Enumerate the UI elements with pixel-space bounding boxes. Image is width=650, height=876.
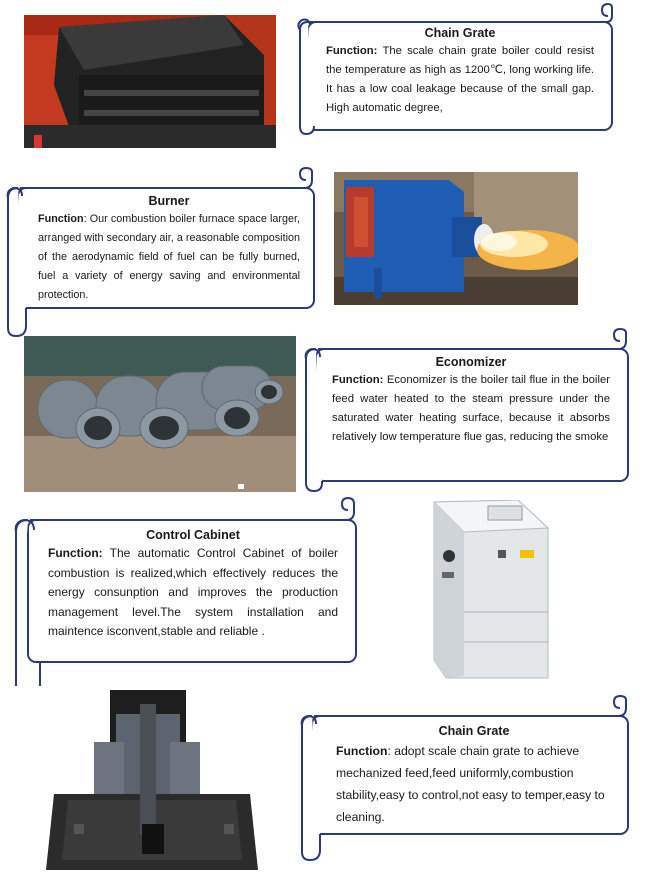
scroll-card-chain-grate-2 (296, 694, 634, 864)
card-description: : adopt scale chain grate to achieve mechanized feed,feed uniformly,combustion stability,easy to control,not easy to temper,easy to cleaning. (336, 744, 605, 824)
card-title: Chain Grate (424, 26, 496, 40)
function-label: Function (38, 213, 84, 225)
function-label: Function (336, 744, 388, 758)
card-description: The scale chain grate boiler could resist the temperature as high as 1200℃, long working life. It has a low coal leakage because of the small gap. High automatic degree, (326, 45, 594, 114)
card-description: Economizer is the boiler tail flue in the boiler feed water heated to the steam pressure under the saturated water heating surface, because it absorbs relatively low temperature flue gas, reducing the smoke (332, 374, 610, 443)
chain-grate-machine-photo (44, 684, 260, 870)
function-label: Function: (326, 45, 378, 57)
function-label: Function: (332, 374, 384, 386)
burner-photo (334, 172, 578, 305)
control-cabinet-photo (428, 500, 554, 680)
card-title: Burner (148, 194, 190, 208)
card-title: Control Cabinet (146, 528, 240, 542)
scroll-card-burner (4, 166, 320, 338)
card-title: Chain Grate (438, 724, 510, 738)
card-title: Economizer (435, 355, 507, 369)
scroll-card-control-cabinet (10, 496, 362, 690)
card-description: The automatic Control Cabinet of boiler combustion is realized,which effectively reduces the energy consunption and improves the production management level.The system installation and maintence isconvent,stable and reliable . (48, 546, 338, 638)
card-description: : Our combustion boiler furnace space larger, arranged with secondary air, a reasonable composition of the aerodynamic field of fuel can be fully burned, fuel a variety of energy saving and environmental protection. (38, 213, 300, 301)
chain-grate-photo (24, 15, 276, 148)
function-label: Function: (48, 546, 103, 560)
economizer-photo (24, 336, 296, 492)
scroll-card-chain-grate-1 (294, 2, 622, 136)
scroll-card-economizer (300, 327, 634, 493)
